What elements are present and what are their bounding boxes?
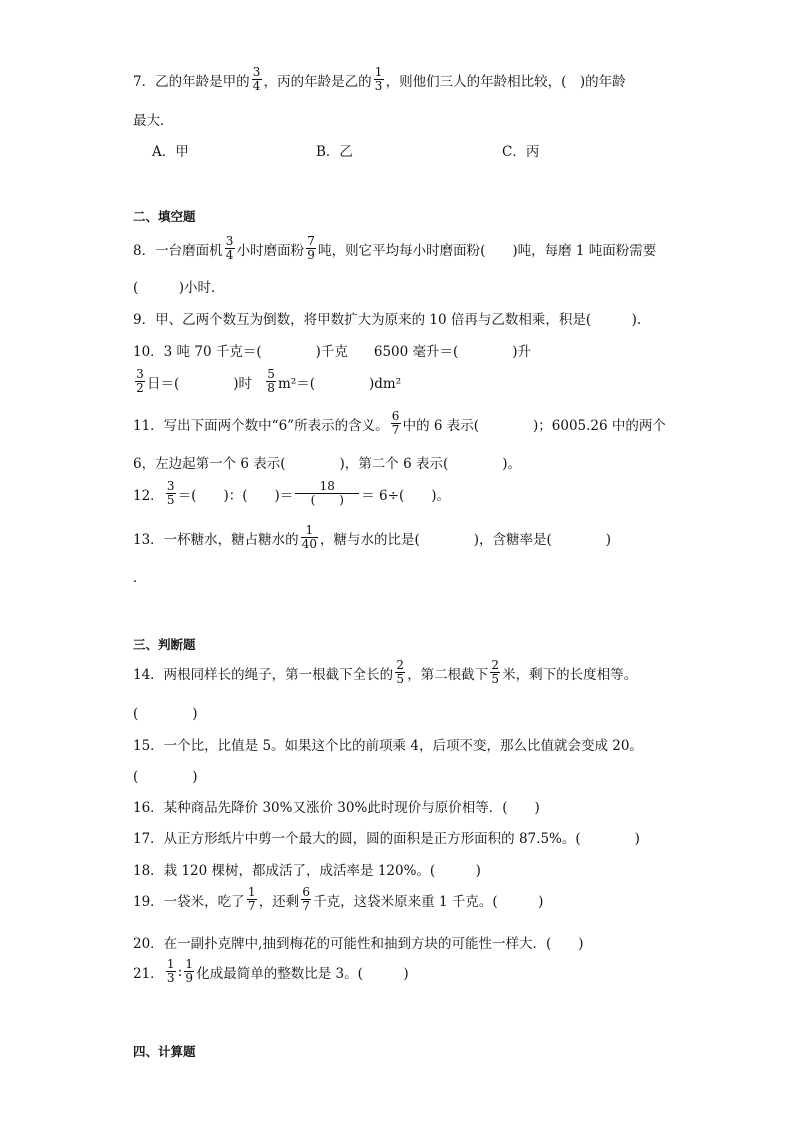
question-14-cont: ( ) [133,706,198,722]
question-19: 19．一袋米，吃了 $\frac{1}{7}$ ，还剩 $\frac{6}{7}$ 千克，这袋米原来重 1 千克。( ) [133,885,544,913]
option-a: A．甲 [152,144,189,160]
question-21: 21． $\frac{1}{3}$ : $\frac{1}{9}$ 化成最简单的整数比是 3。( ) [133,957,409,985]
question-14: 14．两根同样长的绳子，第一根截下全长的 $\frac{2}{5}$ ，第二根截下 $\frac{2}{5}$ 米，剩下的长度相等。 [133,658,638,686]
fraction: $\frac{18}{( )}$ [295,480,359,507]
fraction: $\frac{1}{40}$ [301,523,317,551]
question-15-cont: ( ) [133,769,198,785]
question-10: 10．3 吨 70 千克＝( )千克 6500 毫升＝( )升 [133,344,532,360]
question-7 [133,66,626,93]
fraction: $\frac{6}{7}$ [302,885,310,913]
fraction: $\frac{3}{4}$ [225,234,234,262]
fraction: $\frac{1}{3}$ [374,65,383,93]
question-8-cont: ( )小时． [133,280,225,296]
question-10-cont: $\frac{3}{2}$ 日＝( )时 $\frac{5}{8}$ m²＝( )dm² [136,367,402,395]
fraction: $\frac{6}{7}$ [391,409,400,437]
question-13: 13．一杯糖水，糖占糖水的 $\frac{1}{40}$ ，糖与水的比是( )，含糖率是( ) [133,523,612,551]
fraction: $\frac{3}{4}$ [252,65,261,93]
question-15: 15．一个比，比值是 5。如果这个比的前项乘 4，后项不变，那么比值就会变成 20。 [133,738,643,754]
fraction: $\frac{1}{9}$ [185,957,194,985]
section-heading-fill-blank: 二、填空题 [133,209,196,224]
question-11: 11．写出下面两个数中“6”所表示的含义。 $\frac{6}{7}$ 中的 6 表示( )；6005.26 中的两个 [133,409,666,437]
question-text: ，则他们三人的年龄相比较，( )的年龄 [385,73,626,90]
fraction: $\frac{7}{9}$ [307,234,315,262]
fraction: $\frac{2}{5}$ [396,658,404,686]
fraction: $\frac{1}{7}$ [247,885,256,913]
question-18: 18．栽 120 棵树，都成活了，成活率是 120%。( ) [133,863,481,879]
question-17: 17．从正方形纸片中剪一个最大的圆，圆的面积是正方形面积的 87.5%。( ) [133,831,640,847]
option-c: C．丙 [502,144,540,160]
section-heading-judgement: 三、判断题 [133,637,196,652]
question-text: 7．乙的年龄是甲的 [133,73,250,90]
option-b: B．乙 [316,144,353,160]
question-8: 8．一台磨面机 $\frac{3}{4}$ 小时磨面粉 $\frac{7}{9}$ 吨，则它平均每小时磨面粉( )吨，每磨 1 吨面粉需要 [133,234,657,262]
question-13-cont: ． [133,570,147,586]
fraction: $\frac{3}{2}$ [136,367,144,395]
question-11-cont: 6，左边起第一个 6 表示( )，第二个 6 表示( )。 [133,456,521,472]
question-12: 12． $\frac{3}{5}$ ＝( )：( )＝ $\frac{18}{( )}$ ＝ 6÷( )。 [133,479,450,507]
fraction: $\frac{2}{5}$ [491,658,499,686]
fraction: $\frac{3}{5}$ [166,479,175,507]
question-16: 16．某种商品先降价 30%又涨价 30%此时现价与原价相等．( ) [133,800,540,816]
fraction: $\frac{5}{8}$ [267,367,275,395]
question-7-cont: 最大． [133,113,174,129]
fraction: $\frac{1}{3}$ [166,957,175,985]
question-text: ，丙的年龄是乙的 [263,73,372,90]
section-heading-calculation: 四、计算题 [133,1044,196,1059]
question-9: 9．甲、乙两个数互为倒数，将甲数扩大为原来的 10 倍再与乙数相乘，积是( ). [133,312,642,328]
question-20: 20．在一副扑克牌中,抽到梅花的可能性和抽到方块的可能性一样大．( ) [133,936,584,952]
